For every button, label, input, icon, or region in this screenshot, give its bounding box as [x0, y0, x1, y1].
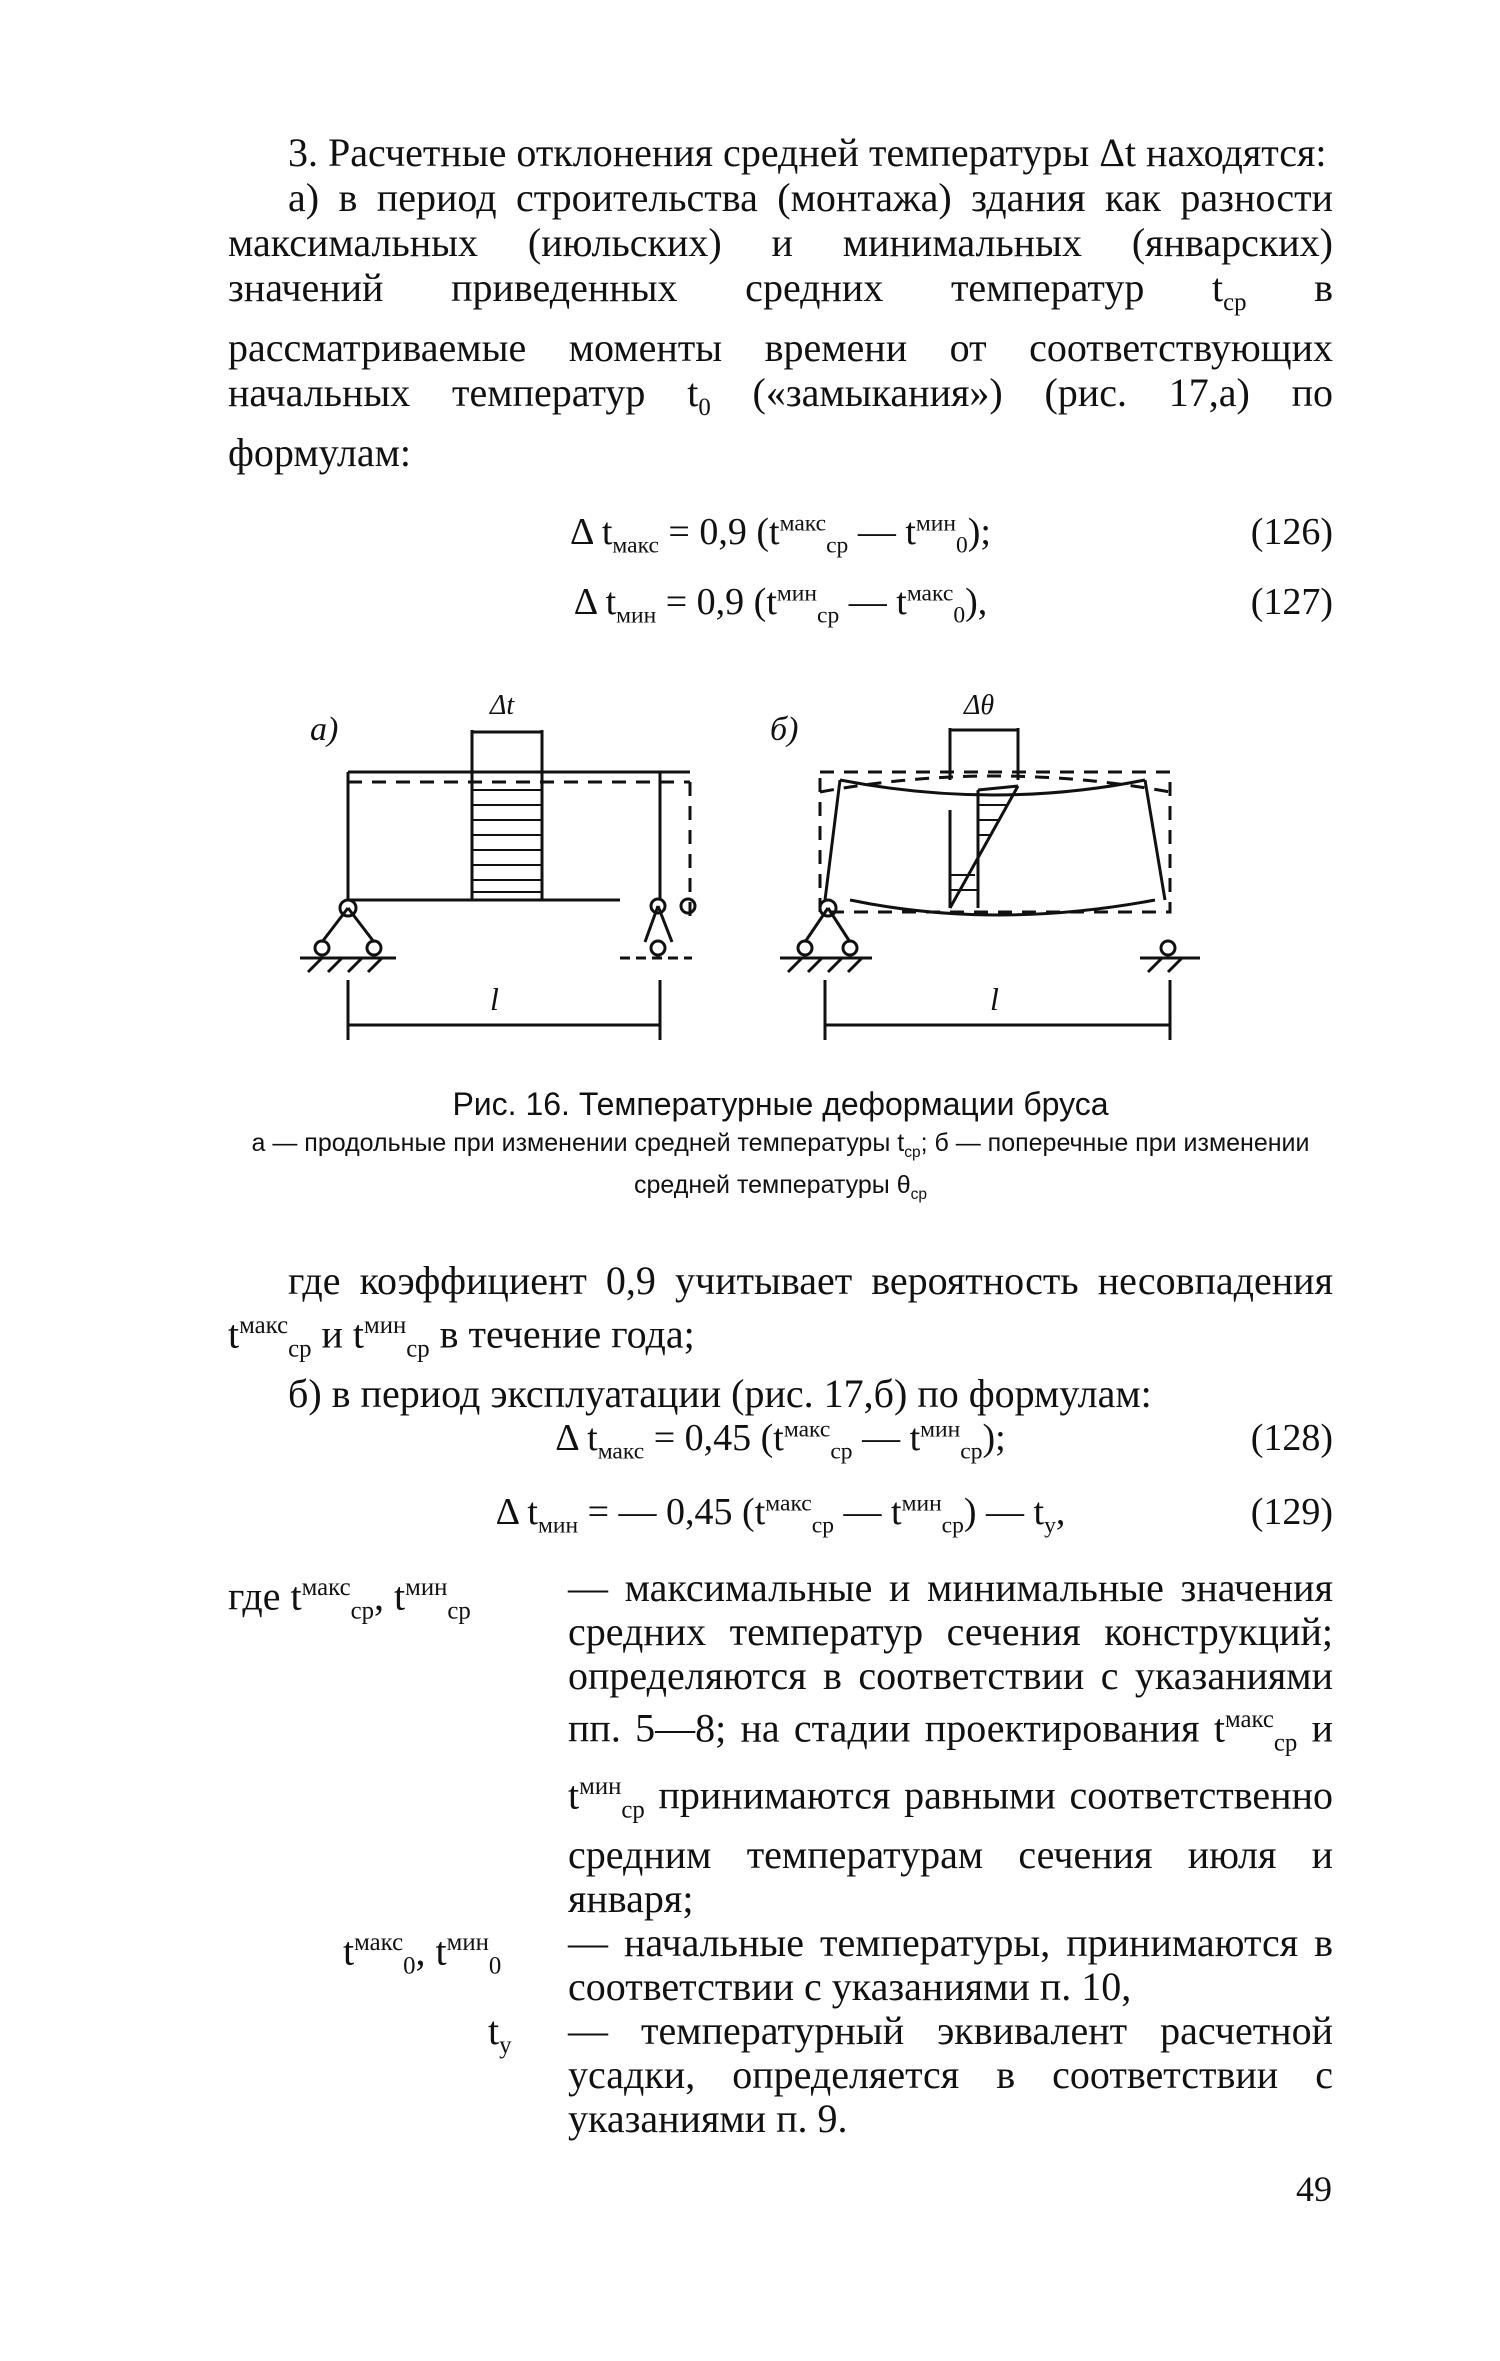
fig-label-b: б) [770, 711, 799, 748]
definition-t0: $t^{макс}_0$, $t^{мин}_0$ — начальные температуры, принимаются в соответствии с указаниями п. 10, [343, 1919, 1333, 2009]
formula-126: Δ $t_{макс} = 0,9$ ($t^{макс}_{ср}$ — $t^{мин}_0$); (126) [570, 510, 1333, 559]
svg-text:l: l [490, 981, 499, 1017]
paragraph-where: где коэффициент 0,9 учитывает вероятность несовпадения $t^{макс}_{ср}$ и $t^{мин}_{ср}$ в течение года; [228, 1258, 1333, 1363]
fig-label-a: а) [310, 711, 339, 748]
paragraph-a: а) в период строительства (монтажа) здания как разности максимальных (июльских) и минимальных (январских) значений приведенных средних температур $t_{ср}$ в рассматриваемые моменты времени от соответствующих начальных температур $t_0$ («замыкания») (рис. 17,а) по формулам: [228, 175, 1333, 475]
definitions [228, 1566, 1333, 2141]
page-number: 49 [1296, 2169, 1332, 2209]
equation-number: (129) [1250, 1491, 1333, 1533]
equation-number: (126) [1250, 511, 1333, 553]
beam-deformation-diagram [300, 680, 1340, 1080]
svg-text:l: l [990, 981, 999, 1017]
figure-16 [300, 680, 1340, 1080]
caption-title: Рис. 16. Температурные деформации бруса [452, 1086, 1109, 1122]
where-paragraphs [228, 1258, 1333, 1416]
formula-127: Δ $t_{мин} = 0,9$ ($t^{мин}_{ср}$ — $t^{макс}_0$), (127) [573, 580, 1333, 629]
original-outline [820, 772, 1170, 912]
formula-128: Δ $t_{макс} = 0,45$ ($t^{макс}_{ср}$ — $t^{мин}_{ср}$); (128) [555, 1416, 1333, 1465]
svg-text:Δθ: Δθ [964, 690, 995, 721]
definition-tcp: где $t^{макс}_{ср}$, $t^{мин}_{ср}$ — максимальные и минимальные значения средних температур сечения конструкций; определяются в соответствии с указаниями пп. 5—8; на стадии проектирования $t^{макс}_{ср}$ и $t^{мин}_{ср}$ принимаются равными соответственно средним температурам сечения июля и января; [228, 1565, 1334, 1921]
definition-ty: $t_у$ — температурный эквивалент расчетной усадки, определяется в соответствии с указаниями п. 9. [488, 2007, 1333, 2141]
equation-number: (127) [1250, 581, 1333, 623]
figure-caption [228, 1086, 1333, 1211]
equation-number: (128) [1250, 1417, 1333, 1459]
intro-paragraphs [228, 130, 1333, 475]
caption-legend: а — продольные при изменении средней температуры $t_{ср}$; б — поперечные при изменении средней температуры $\theta_{ср}$ [251, 1129, 1310, 1203]
paragraph-b: б) в период эксплуатации (рис. 17,б) по формулам: [288, 1371, 1152, 1417]
paragraph-3: 3. Расчетные отклонения средней температуры Δt находятся: [288, 130, 1327, 175]
formula-129: Δ $t_{мин}$ = — 0,45 ($t^{макс}_{ср}$ — $t^{мин}_{ср}$) — $t_у$, (129) [495, 1490, 1333, 1539]
svg-text:Δt: Δt [490, 690, 515, 721]
